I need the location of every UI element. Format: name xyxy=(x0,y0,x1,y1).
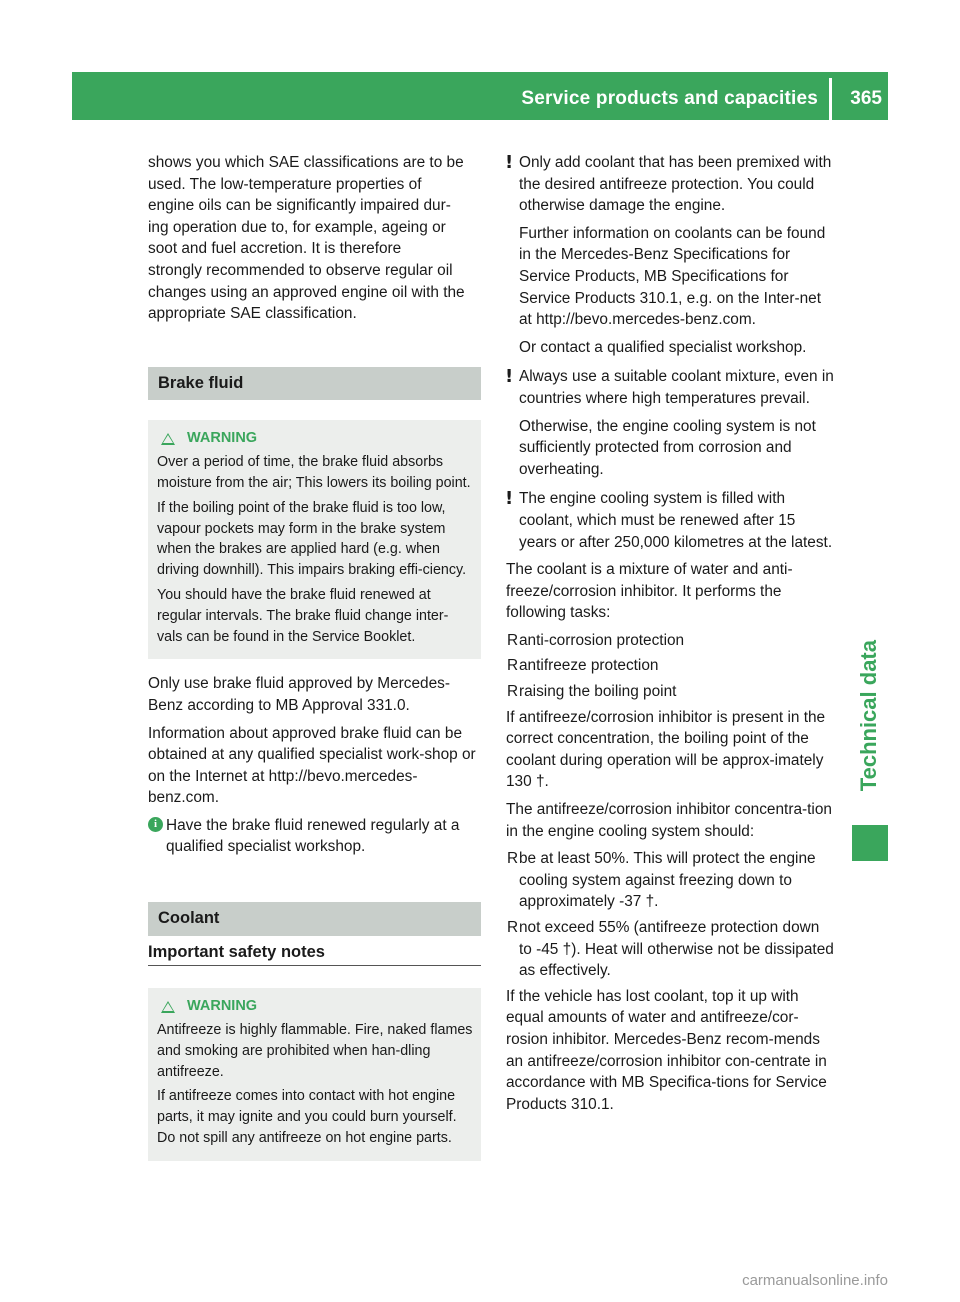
brake-paragraph: Only use brake fluid approved by Mercedes-Benz according to MB Approval 331.0. xyxy=(148,675,450,714)
task-list-item xyxy=(506,655,836,677)
warning-title xyxy=(157,996,473,1017)
task-text: anti-corrosion protection xyxy=(519,631,685,649)
bullet-mark: R xyxy=(507,683,519,701)
closing-paragraph: If the vehicle has lost coolant, top it up with equal amounts of water and antifreeze/cor-rosion inhibitor. Mercedes-Benz recom-mends an antifreeze/corrosion inhibitor con-centrate in accordance with MB Specifica-tions for Service Products 310.1. xyxy=(506,987,827,1113)
intro-line: appropriate SAE classification. xyxy=(148,305,357,323)
bullet-mark: R xyxy=(507,657,519,675)
header-bar xyxy=(72,72,888,120)
warning-triangle-icon xyxy=(161,1001,175,1013)
concentration-text: not exceed 55% (antifreeze protection down to -45 †). Heat will otherwise not be dissipated as effectively. xyxy=(519,919,834,980)
note-paragraph: Further information on coolants can be found in the Mercedes-Benz Specifications for Service Products, MB Specifications for Service Products 310.1, e.g. on the Inter-net at http://bevo.mercedes-benz.com. xyxy=(519,224,826,329)
note-paragraph: Otherwise, the engine cooling system is not sufficiently protected from corrosion and overheating. xyxy=(519,417,816,478)
task-list-item xyxy=(506,681,836,703)
concentration-text: be at least 50%. This will protect the engine cooling system against freezing down to approximately -37 †. xyxy=(519,850,816,911)
task-text: antifreeze protection xyxy=(519,657,659,675)
warning-paragraph: If antifreeze comes into contact with hot engine parts, it may ignite and you could burn yourself. Do not spill any antifreeze on hot engine parts. xyxy=(157,1088,457,1147)
exclamation-icon: ! xyxy=(505,152,514,173)
warning-paragraph: Antifreeze is highly flammable. Fire, naked flames and smoking are prohibited when han-dling antifreeze. xyxy=(157,1022,473,1080)
coolant-warning-box xyxy=(148,988,481,1161)
header-divider xyxy=(829,78,832,120)
caution-note xyxy=(506,488,836,553)
exclamation-icon: ! xyxy=(505,488,514,510)
intro-line: ing operation due to, for example, ageing or xyxy=(148,218,446,236)
bullet-mark: R xyxy=(507,919,519,936)
concentration-intro: The antifreeze/corrosion inhibitor concentra-tion in the engine cooling system should: xyxy=(506,801,832,840)
warning-paragraph: Over a period of time, the brake fluid absorbs moisture from the air; This lowers its boiling point. xyxy=(157,454,471,491)
info-note-text: Have the brake fluid renewed regularly at a qualified specialist workshop. xyxy=(166,816,460,856)
task-text: raising the boiling point xyxy=(519,683,677,701)
note-paragraph: The engine cooling system is filled with coolant, which must be renewed after 15 years or after 250,000 kilometres at the latest. xyxy=(519,490,833,551)
coolant-section-title: Coolant xyxy=(148,902,481,936)
brake-warning-box xyxy=(148,420,481,659)
warning-title xyxy=(157,428,473,449)
intro-line: changes using an approved engine oil with the xyxy=(148,283,465,301)
intro-paragraph xyxy=(148,152,481,325)
left-column xyxy=(148,152,481,1161)
header-title: Service products and capacities xyxy=(521,88,818,109)
bullet-mark: R xyxy=(507,631,519,649)
note-paragraph: Always use a suitable coolant mixture, even in countries where high temperatures prevail. xyxy=(519,368,834,407)
brake-info-note xyxy=(148,815,481,858)
warning-title-text: WARNING xyxy=(187,998,258,1015)
chapter-block xyxy=(852,825,888,861)
brake-paragraph: Information about approved brake fluid can be obtained at any qualified specialist work-shop or on the Internet at http://bevo.mercedes-benz.com. xyxy=(148,724,476,807)
caution-note xyxy=(506,152,836,358)
warning-title-text: WARNING xyxy=(187,430,258,447)
exclamation-icon: ! xyxy=(505,366,514,388)
warning-triangle-icon xyxy=(161,433,175,445)
right-column xyxy=(506,152,836,1121)
concentration-list-item xyxy=(506,917,836,982)
intro-line: engine oils can be significantly impaired dur- xyxy=(148,197,451,215)
watermark: carmanualsonline.info xyxy=(742,1272,888,1289)
page-number: 365 xyxy=(850,88,882,109)
intro-line: soot and fuel accretion. It is therefore xyxy=(148,240,402,258)
brake-fluid-section-title: Brake fluid xyxy=(148,367,481,401)
info-icon: i xyxy=(148,817,163,832)
note-paragraph: Only add coolant that has been premixed with the desired antifreeze protection. You could otherwise damage the engine. xyxy=(519,154,832,215)
warning-paragraph: You should have the brake fluid renewed at regular intervals. The brake fluid change inter-vals can be found in the Service Booklet. xyxy=(157,586,449,645)
safety-notes-heading: Important safety notes xyxy=(148,936,481,967)
intro-line: used. The low-temperature properties of xyxy=(148,175,422,193)
intro-line: shows you which SAE classifications are to be xyxy=(148,154,464,171)
boiling-point-paragraph: If antifreeze/corrosion inhibitor is present in the correct concentration, the boiling point of the coolant during operation will be approx-imately 130 †. xyxy=(506,708,826,791)
task-list-item xyxy=(506,630,836,652)
chapter-tab-label: Technical data xyxy=(856,640,881,792)
bullet-mark: R xyxy=(507,850,519,868)
intro-line: strongly recommended to observe regular oil xyxy=(148,261,453,279)
note-paragraph: Or contact a qualified specialist workshop. xyxy=(519,338,807,356)
concentration-list-item xyxy=(506,848,836,913)
caution-note xyxy=(506,366,836,480)
warning-paragraph: If the boiling point of the brake fluid is too low, vapour pockets may form in the brake system when the brakes are applied hard (e.g. when driving downhill). This impairs braking effi-ciency. xyxy=(157,499,467,579)
mixture-intro: The coolant is a mixture of water and anti-freeze/corrosion inhibitor. It performs the following tasks: xyxy=(506,561,793,622)
